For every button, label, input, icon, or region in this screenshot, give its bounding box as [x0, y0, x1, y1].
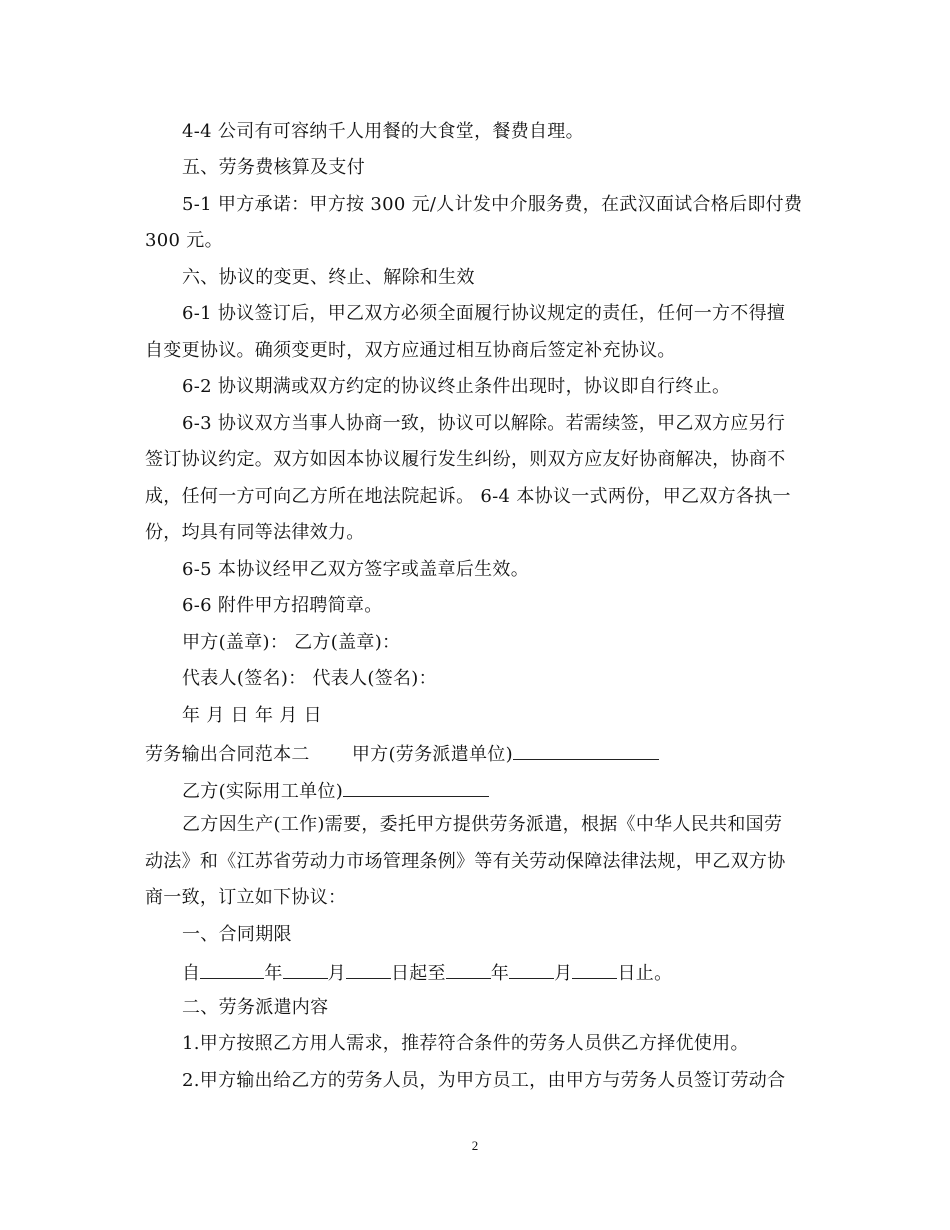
heading-section-6: 六、协议的变更、终止、解除和生效 — [182, 267, 475, 288]
signature-line: 代表人(签名)： 代表人(签名)： — [182, 668, 437, 689]
paragraph-6-1-cont: 自变更协议。确须变更时，双方应通过相互协商后签定补充协议。 — [145, 340, 676, 361]
term-blank — [346, 960, 391, 979]
paragraph-6-4-cont: 份，均具有同等法律效力。 — [145, 522, 365, 543]
heading-dispatch-content: 二、劳务派遣内容 — [182, 997, 329, 1018]
term-text: 月 — [554, 963, 573, 984]
heading-contract-term: 一、合同期限 — [182, 924, 292, 945]
contract-term-line — [182, 960, 810, 985]
seal-line: 甲方(盖章)： 乙方(盖章)： — [182, 632, 401, 653]
term-text: 年 — [490, 963, 510, 984]
clause-1: 1.甲方按照乙方用人需求，推荐符合条件的劳务人员供乙方择优使用。 — [182, 1033, 749, 1054]
paragraph-6-6: 6-6 附件甲方招聘简章。 — [182, 595, 383, 616]
paragraph-6-1: 6-1 协议签订后，甲乙双方必须全面履行协议规定的责任，任何一方不得擅 — [182, 303, 786, 324]
clause-2: 2.甲方输出给乙方的劳务人员，为甲方员工，由甲方与劳务人员签订劳动合 — [182, 1070, 786, 1091]
paragraph-6-3-cont: 签订协议约定。双方如因本协议履行发生纠纷，则双方应友好协商解决，协商不 — [145, 449, 786, 470]
term-text: 自 — [182, 963, 201, 984]
party-b-blank — [343, 778, 489, 797]
term-blank — [509, 960, 554, 979]
party-b-label: 乙方(实际用工单位) — [182, 781, 344, 802]
term-text: 日起至 — [390, 963, 446, 984]
page-number: 2 — [471, 1138, 479, 1153]
paragraph-6-5: 6-5 本协议经甲乙双方签字或盖章后生效。 — [182, 559, 530, 580]
term-blank — [446, 960, 491, 979]
term-blank — [200, 960, 264, 979]
preamble: 乙方因生产(工作)需要，委托甲方提供劳务派遣，根据《中华人民共和国劳 — [182, 814, 783, 835]
paragraph-6-3: 6-3 协议双方当事人协商一致，协议可以解除。若需续签，甲乙双方应另行 — [182, 413, 786, 434]
party-a-blank — [513, 741, 659, 760]
contract-title: 劳务输出合同范本二 — [145, 744, 310, 765]
heading-section-5: 五、劳务费核算及支付 — [182, 157, 365, 178]
preamble-cont: 商一致，订立如下协议： — [145, 887, 347, 908]
paragraph-6-3-cont: 成，任何一方可向乙方所在地法院起诉。 6-4 本协议一式两份，甲乙双方各执一 — [145, 486, 791, 507]
term-blank — [283, 960, 328, 979]
contract-template-2-header — [145, 741, 810, 766]
paragraph-4-4: 4-4 公司有可容纳千人用餐的大食堂，餐费自理。 — [182, 121, 584, 142]
party-a-label: 甲方(劳务派遣单位) — [351, 744, 513, 765]
term-text: 年 — [264, 963, 283, 984]
date-line: 年 月 日 年 月 日 — [182, 705, 322, 726]
term-text: 日止。 — [617, 963, 673, 984]
party-b-line — [182, 778, 810, 803]
term-text: 月 — [327, 963, 346, 984]
paragraph-5-1: 5-1 甲方承诺：甲方按 300 元/人计发中介服务费，在武汉面试合格后即付费 — [182, 194, 803, 215]
preamble-cont: 动法》和《江苏省劳动力市场管理条例》等有关劳动保障法律法规，甲乙双方协 — [145, 851, 786, 872]
term-blank — [572, 960, 617, 979]
paragraph-5-1-cont: 300 元。 — [145, 230, 223, 251]
paragraph-6-2: 6-2 协议期满或双方约定的协议终止条件出现时，协议即自行终止。 — [182, 376, 731, 397]
